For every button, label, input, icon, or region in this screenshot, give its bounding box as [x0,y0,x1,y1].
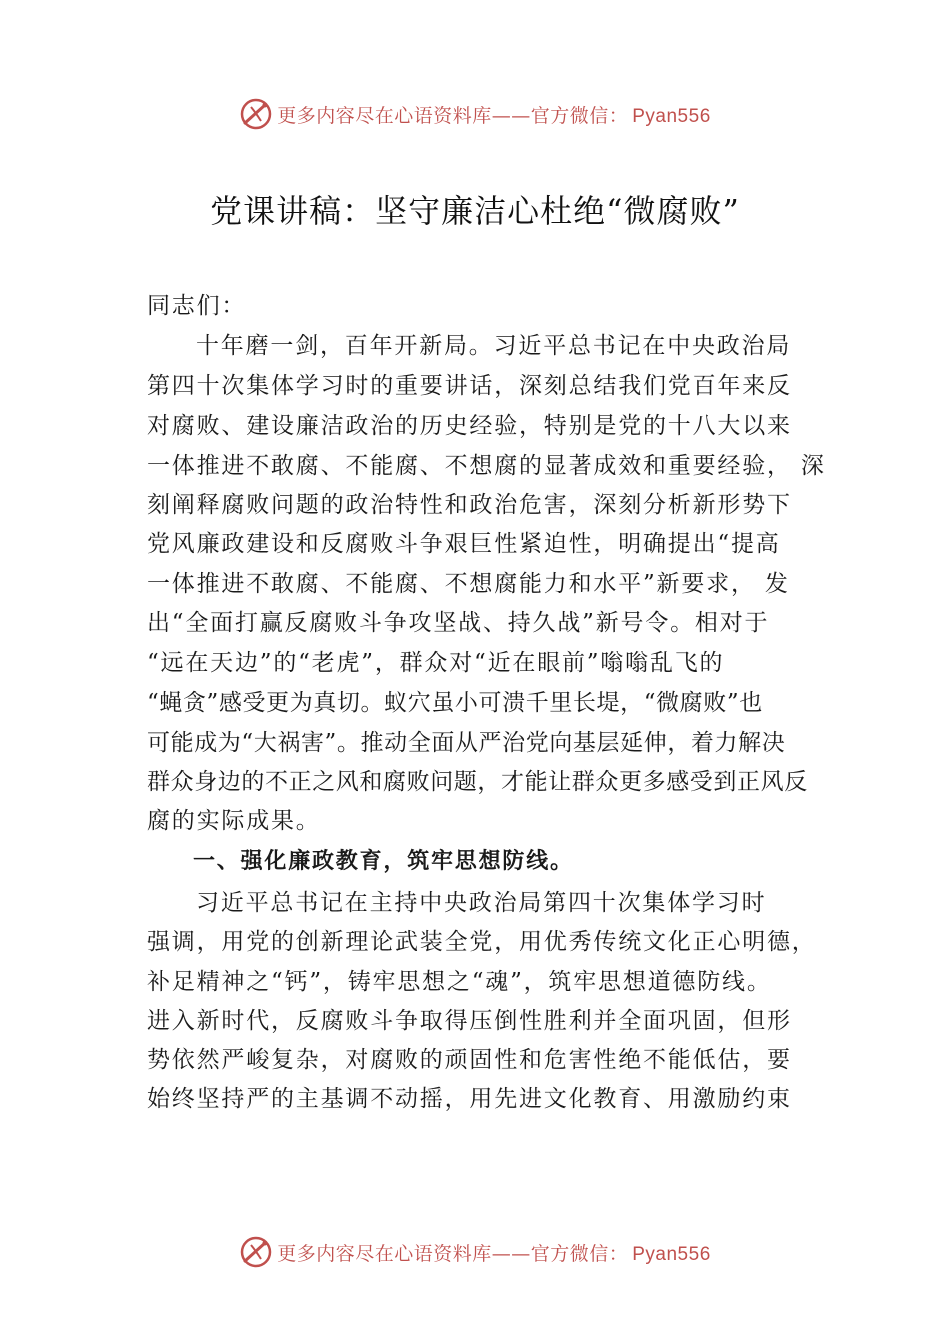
paragraph-line: 群众身边的不正之风和腐败问题，才能让群众更多感受到正风反 [147,769,808,795]
greeting: 同志们： [147,293,247,319]
paragraph-line: 进入新时代，反腐败斗争取得压倒性胜利并全面巩固，但形 [147,1008,792,1034]
header-banner [0,94,950,134]
paragraph-line: 腐的实际成果。 [147,808,321,834]
paragraph-line: 一体推进不敢腐、不能腐、不想腐能力和水平”新要求， 发 [147,571,790,597]
paragraph-line: “蝇贪”感受更为真切。蚁穴虽小可溃千里长堤，“微腐败”也 [147,690,763,716]
paragraph-line: 一体推进不敢腐、不能腐、不想腐的显著成效和重要经验， 深 [147,453,826,479]
paragraph-line: 势依然严峻复杂，对腐败的顽固性和危害性绝不能低估，要 [147,1047,792,1073]
paragraph-line: 对腐败、建设廉洁政治的历史经验，特别是党的十八大以来 [147,413,792,439]
page-title: 党课讲稿：坚守廉洁心杜绝“微腐败” [210,192,740,230]
paragraph-line: 十年磨一剑，百年开新局。习近平总书记在中央政治局 [196,333,792,359]
paragraph-line: 补足精神之“钙”，铸牢思想之“魂”，筑牢思想道德防线。 [147,969,772,995]
paragraph-line: 始终坚持严的主基调不动摇，用先进文化教育、用激励约束 [147,1086,792,1112]
footer-banner [0,1232,950,1272]
brand-logo-icon [239,97,273,131]
brand-logo-icon [239,1235,273,1269]
section-heading: 一、强化廉政教育，筑牢思想防线。 [193,849,574,874]
paragraph-line: 第四十次集体学习时的重要讲话，深刻总结我们党百年来反 [147,373,792,399]
paragraph-line: 刻阐释腐败问题的政治特性和政治危害，深刻分析新形势下 [147,492,792,518]
paragraph-line: 党风廉政建设和反腐败斗争艰巨性紧迫性，明确提出“提高 [147,531,781,557]
banner-text: 更多内容尽在心语资料库——官方微信： Pyan556 [277,1242,711,1265]
paragraph-line: 习近平总书记在主持中央政治局第四十次集体学习时 [196,890,767,916]
paragraph-line: “远在天边”的“老虎”，群众对“近在眼前”嗡嗡乱飞的 [147,650,725,676]
paragraph-line: 强调，用党的创新理论武装全党，用优秀传统文化正心明德， [147,929,817,955]
paragraph-line: 可能成为“大祸害”。推动全面从严治党向基层延伸，着力解决 [147,730,786,756]
banner-text: 更多内容尽在心语资料库——官方微信： Pyan556 [277,104,711,127]
paragraph-line: 出“全面打赢反腐败斗争攻坚战、持久战”新号令。相对于 [147,610,770,636]
